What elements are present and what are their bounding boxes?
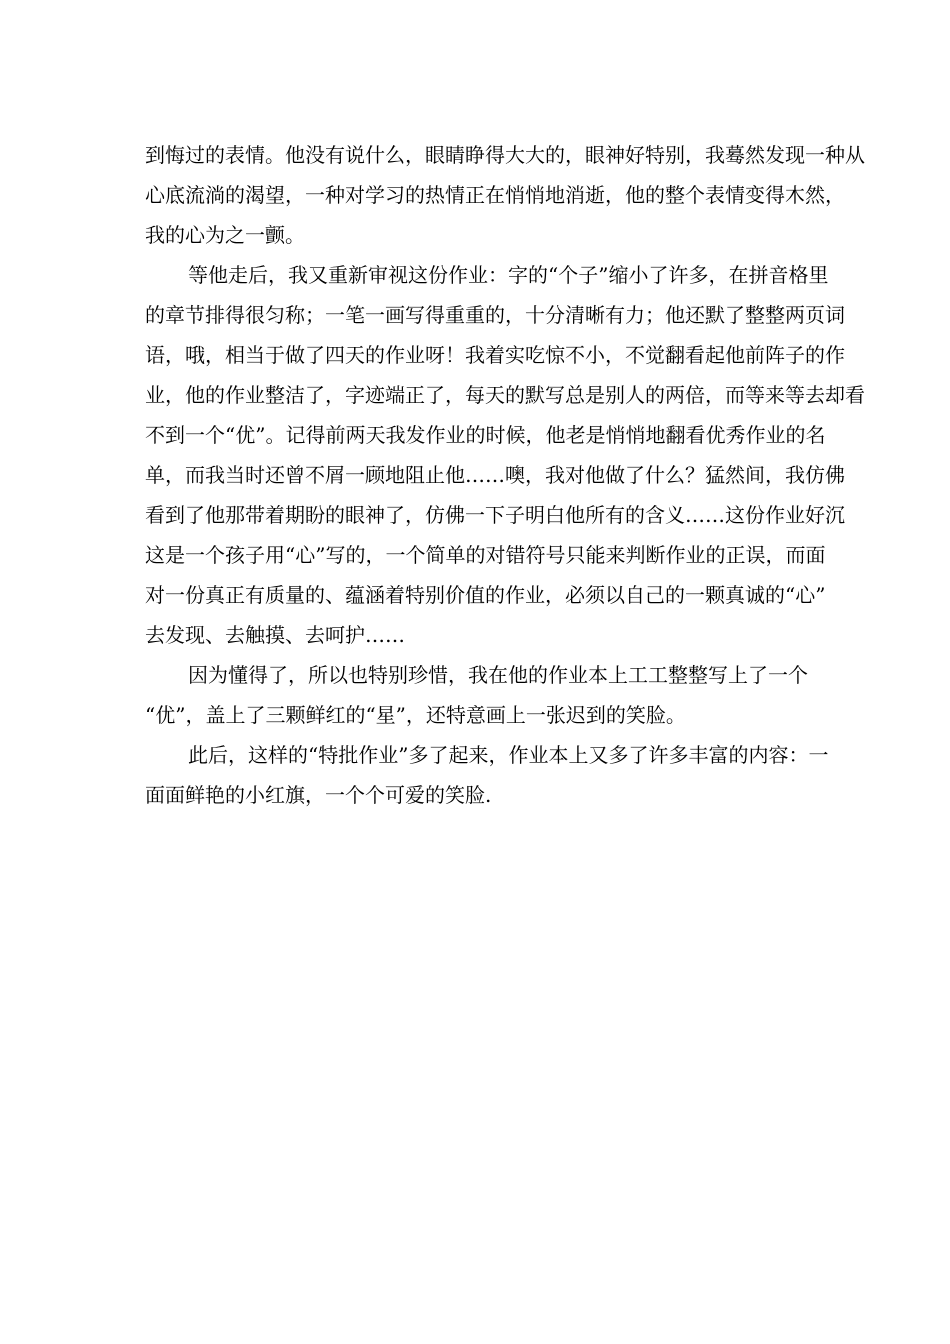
- paragraph-start-line: 等他走后，我又重新审视这份作业：字的“个子”缩小了许多，在拼音格里: [188, 263, 829, 287]
- text-line-11: 这是一个孩子用“心”写的，一个简单的对错符号只能来判断作业的正误，而面: [145, 543, 826, 567]
- text-line-1: 到悔过的表情。他没有说什么，眼睛睁得大大的，眼神好特别，我蓦然发现一种从: [145, 143, 865, 167]
- text-line-2: 心底流淌的渴望，一种对学习的热情正在悄悄地消逝，他的整个表情变得木然，: [145, 183, 845, 207]
- text-line-12: 对一份真正有质量的、蕴涵着特别价值的作业，必须以自己的一颗真诚的“心”: [145, 583, 826, 607]
- text-line-15: “优”，盖上了三颗鲜红的“星”，还特意画上一张迟到的笑脸。: [145, 703, 686, 727]
- text-line-5: 的章节排得很匀称；一笔一画写得重重的，十分清晰有力；他还默了整整两页词: [145, 303, 845, 327]
- paragraph-start-line: 因为懂得了，所以也特别珍惜，我在他的作业本上工工整整写上了一个: [188, 663, 808, 687]
- text-line-10: 看到了他那带着期盼的眼神了，仿佛一下子明白他所有的含义……这份作业好沉: [145, 503, 845, 527]
- text-line-9: 单，而我当时还曾不屑一顾地阻止他……噢，我对他做了什么？猛然间，我仿佛: [145, 463, 845, 487]
- text-line-7: 业，他的作业整洁了，字迹端正了，每天的默写总是别人的两倍，而等来等去却看: [145, 383, 865, 407]
- document-body: [145, 135, 865, 815]
- text-line-17: 面面鲜艳的小红旗，一个个可爱的笑脸.: [145, 783, 492, 807]
- text-line-13: 去发现、去触摸、去呵护……: [145, 623, 405, 647]
- text-line-3: 我的心为之一颤。: [145, 223, 305, 247]
- text-line-8: 不到一个“优”。记得前两天我发作业的时候，他老是悄悄地翻看优秀作业的名: [145, 423, 826, 447]
- paragraph-start-line: 此后，这样的“特批作业”多了起来，作业本上又多了许多丰富的内容：一: [188, 743, 829, 767]
- text-line-6: 语，哦，相当于做了四天的作业呀！我着实吃惊不小，不觉翻看起他前阵子的作: [145, 343, 845, 367]
